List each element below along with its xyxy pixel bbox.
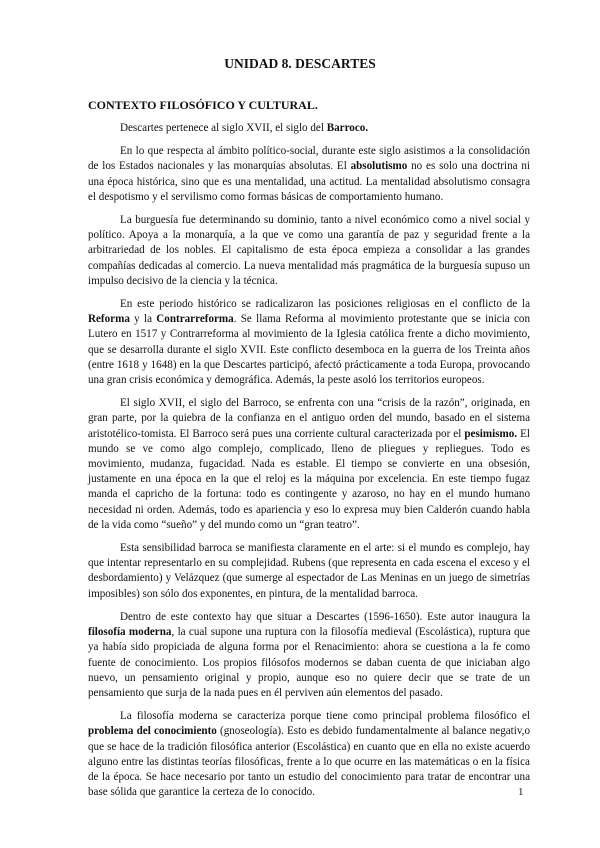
bold-term-absolutismo: absolutismo: [350, 160, 408, 173]
text-run: no es solo una doctrina ni una época histórica, sino que es una mentalidad, una actitud. La mentalidad absolutismo consagra el despotismo y el servilismo como formas básicas de comportamiento humano.: [88, 160, 530, 203]
text-run: El mundo se ve como algo complejo, complicado, lleno de pliegues y repliegues. Todo es movimiento, mudanza, fugacidad. Nada es estable. El tiempo se convierte en una obsesión, justamente en una época en la que el reloj es la máquina por excelencia. En este tiempo fugaz manda el capricho de la fortuna: todo es contingente y azaroso, no hay en el mundo humano necesidad ni orden. Además, todo es apariencia y eso lo expresa muy bien Calderón cuando habla de la vida como “sueño” y del mundo como un “gran teatro”.: [88, 427, 530, 531]
text-run: . Se llama Reforma al movimiento protestante que se inicia con Lutero en 1517 y Contrarreforma al movimiento de la Iglesia católica frente a dicho movimiento, que se desarrolla durante el siglo XVII. Este conflicto desemboca en la guerra de los Treinta años (entre 1618 y 1648) en la que Descartes participó, afectó prácticamente a toda Europa, provocando una gran crisis económica y demográfica. Además, la peste asoló los territorios europeos.: [88, 313, 531, 387]
body-text: [88, 121, 530, 808]
paragraph-3: [88, 213, 530, 289]
paragraph-8: [88, 709, 530, 800]
text-run: En lo que respecta al ámbito político-social, durante este siglo asistimos a la consolidación de los Estados nacionales y las monarquías absolutas. El: [88, 145, 530, 173]
bold-term-filosofia-moderna: filosofía moderna: [88, 626, 172, 639]
bold-term-barroco: Barroco.: [326, 122, 369, 134]
bold-term-pesimismo: pesimismo.: [464, 427, 518, 440]
bold-term-reforma: Reforma: [88, 313, 130, 326]
text-run: La burguesía fue determinando su dominio, tanto a nivel económico como a nivel social y político. Apoya a la monarquía, a la que ve como una garantía de paz y seguridad frente a la arbitrariedad de los nobles. El capitalismo de esta época empieza a consolidar a las grandes compañías dedicadas al comercio. La nueva mentalidad más pragmática de la burguesía supuso un impulso decisivo de la ciencia y la técnica.: [88, 214, 530, 287]
paragraph-7: [88, 610, 530, 701]
paragraph-5: [88, 396, 530, 533]
text-run: En este periodo histórico se radicalizaron las posiciones religiosas en el conflicto de la: [120, 298, 530, 311]
paragraph-4: [88, 297, 530, 388]
text-run: La filosofía moderna se caracteriza porque tiene como principal problema filosófico el: [120, 710, 530, 723]
bold-term-problema-conocimiento: problema del conocimiento: [88, 725, 217, 738]
text-run: , la cual supone una ruptura con la filosofía medieval (Escolástica), ruptura que ya había sido propiciada de alguna forma por el Renacimiento: ahora se cuestiona a la fe como fuente de conocimiento. Los propios filósofos modernos se daban cuenta de que iniciaban algo nuevo, un pensamiento original y propio, aunque eso no quiere decir que se trate de un pensamiento que surja de la nada pues en él perviven aún elementos del pasado.: [88, 626, 530, 699]
section-heading: CONTEXTO FILOSÓFICO Y CULTURAL.: [88, 98, 318, 112]
text-run: El siglo XVII, el siglo del Barroco, se enfrenta con una “crisis de la razón”, originada, en gran parte, por la quiebra de la confianza en el antiguo orden del mundo, basado en el sistema aristotélico-tomista. El Barroco será pues una corriente cultural caracterizada por el: [88, 397, 530, 440]
text-run: Descartes pertenece al siglo XVII, el siglo del: [120, 122, 327, 134]
paragraph-2: [88, 144, 530, 205]
text-run: (gnoseología). Esto es debido fundamentalmente al balance negativ,o que se hace de la tradición filosófica anterior (Escolástica) en cuanto que en ella no existe acuerdo alguno entre las distintas teorías filosóficas, frente a lo que ocurre en las matemáticas o en la física de la época. Se hace necesario por tanto un estudio del conocimiento para tratar de encontrar una base sólida que garantice la certeza de lo conocido.: [88, 725, 530, 799]
unit-title: UNIDAD 8. DESCARTES: [224, 56, 376, 71]
page-number: 1: [518, 786, 524, 798]
text-run: Esta sensibilidad barroca se manifiesta claramente en el arte: si el mundo es complejo, hay que intentar representarlo en su complejidad. Rubens (que representa en cada escena el exceso y el desbordamiento) y Velázquez (que sumerge al espectador de Las Meninas en un juego de simetrías imposibles) son sólo dos exponentes, en pintura, de la mentalidad barroca.: [88, 542, 530, 600]
paragraph-6: [88, 541, 530, 602]
paragraph-1: [88, 121, 530, 136]
text-run: Dentro de este contexto hay que situar a Descartes (1596-1650). Este autor inaugura la: [120, 610, 530, 623]
text-run: y la: [129, 313, 157, 326]
bold-term-contrarreforma: Contrarreforma: [156, 313, 234, 326]
